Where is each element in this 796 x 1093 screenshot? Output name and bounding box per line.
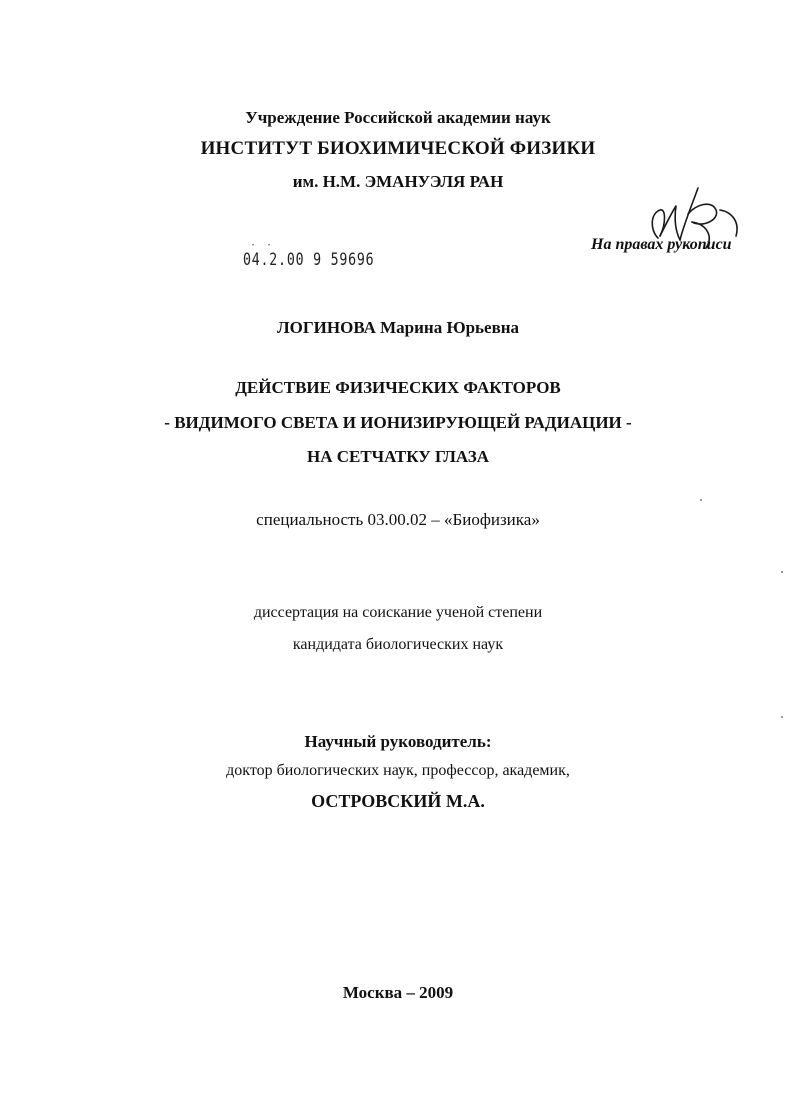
advisor-label: Научный руководитель: [304, 732, 492, 751]
institution-line-3: им. Н.М. ЭМАНУЭЛЯ РАН [292, 172, 504, 191]
degree-line-2: кандидата биологических наук [292, 636, 504, 653]
scan-speck [781, 571, 783, 573]
archive-dots: · · [250, 240, 275, 251]
city-year: Москва – 2009 [342, 983, 454, 1002]
degree-line-1: диссертация на соискание ученой степени [253, 604, 543, 621]
author-name: ЛОГИНОВА Марина Юрьевна [276, 318, 520, 337]
thesis-title-line-1: ДЕЙСТВИЕ ФИЗИЧЕСКИХ ФАКТОРОВ [235, 378, 561, 397]
scan-speck [781, 716, 783, 718]
advisor-credentials: доктор биологических наук, профессор, академик, [226, 762, 570, 779]
rights-note: На правах рукописи [591, 236, 732, 253]
advisor-name: ОСТРОВСКИЙ М.А. [311, 791, 485, 811]
thesis-title-line-3: НА СЕТЧАТКУ ГЛАЗА [306, 447, 490, 466]
specialty: специальность 03.00.02 – «Биофизика» [256, 510, 540, 529]
scan-speck [700, 499, 702, 501]
thesis-title-line-2: - ВИДИМОГО СВЕТА И ИОНИЗИРУЮЩЕЙ РАДИАЦИИ - [164, 413, 632, 432]
institution-line-1: Учреждение Российской академии наук [245, 108, 551, 127]
archive-number: 04.2.00 9 59696 [243, 250, 375, 270]
institution-line-2: ИНСТИТУТ БИОХИМИЧЕСКОЙ ФИЗИКИ [200, 138, 596, 159]
